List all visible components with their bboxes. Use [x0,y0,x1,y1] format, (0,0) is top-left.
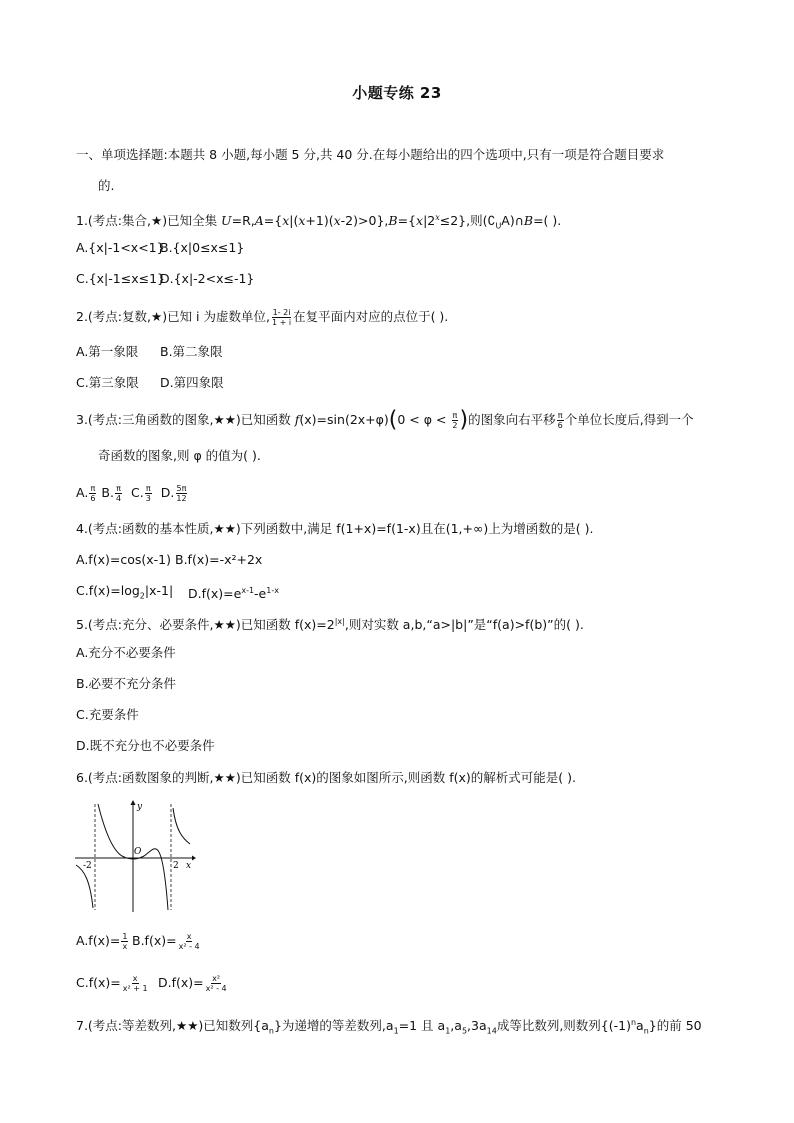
q1-option-d[interactable]: D.{x|-2<x≤-1} [160,271,255,286]
q6-option-b[interactable]: B.f(x)= $\frac{x}{\text{x² - 4}}$ [132,932,200,951]
q4-option-b[interactable]: B.f(x)=-x²+2x [175,552,263,567]
x-axis-arrow [192,856,196,861]
q6-option-a[interactable]: A.f(x)= $\frac{1}{x}$ [76,932,128,951]
q1-option-b[interactable]: B.{x|0≤x≤1} [160,240,245,255]
q6-option-d[interactable]: D.f(x)= $\frac{\text{x²}}{\text{x² - 4}}$ [158,974,227,993]
graph-label-x: x [186,861,192,871]
q3-option-c[interactable]: C. $\frac{\pi}{3}$ [131,484,151,503]
page-title: 小题专练 23 [352,84,442,102]
q5-option-d[interactable]: D.既不充分也不必要条件 [76,738,215,753]
graph-label-neg2: -2 [83,861,92,871]
q5-option-a[interactable]: A.充分不必要条件 [76,645,176,660]
y-axis-arrow [131,800,136,805]
question-1: 1.(考点:集合,★)已知全集 $U=R,A=\{x|(x+1)(x-2)>0\},B=\{x|2^x\le 2\}$,则$(∁_UA)\cap B=$( ). [76,213,562,231]
q5-option-c[interactable]: C.充要条件 [76,707,139,722]
section-heading: 一、单项选择题:本题共 8 小题,每小题 5 分,共 40 分.在每小题给出的四个选项中,只有一项是符合题目要求 [76,147,665,162]
q2-option-c[interactable]: C.第三象限 [76,375,139,390]
q1-option-a[interactable]: A.{x|-1<x<1} [76,240,165,255]
section-heading-cont: 的. [98,178,115,193]
q3-option-a[interactable]: A. $\frac{\pi}{6}$ [76,484,96,503]
curve-right-branch [173,808,190,844]
q6-option-c[interactable]: C.f(x)= $\frac{x}{\text{x² + 1}}$ [76,974,148,993]
question-2: 2.(考点:复数,★)已知 i 为虚数单位, $\frac{1- 2i}{1 + i}$ 在复平面内对应的点位于( ). [76,308,449,327]
graph-label-origin: O [134,847,142,857]
q1-option-c[interactable]: C.{x|-1≤x≤1} [76,271,165,286]
q4-option-a[interactable]: A.f(x)=cos(x-1) [76,552,171,567]
q3-option-d[interactable]: D. $\frac{5\pi}{12}$ [160,484,187,503]
question-4: 4.(考点:函数的基本性质,★★)下列函数中,满足 f(1+x)=f(1-x)且在(1,+∞)上为增函数的是( ). [76,521,594,536]
q3-options [76,484,189,503]
function-graph [72,798,196,914]
q5-option-b[interactable]: B.必要不充分条件 [76,676,177,691]
q4-option-d[interactable]: $D.f(x)=e^{x-1}-e^{1-x}$ [188,586,279,602]
question-7: 7.(考点:等差数列,★★)已知数列$\{a_n\}$为递增的等差数列$,a_1=1$ 且 $a_1,a_5,3a_{14}$成等比数列,则数列$\{(-1)^na_n\}$的前 50 [76,1018,702,1036]
q4-option-c[interactable]: $C.f(x)=\log_2|x-1|$ [76,583,174,601]
q2-option-a[interactable]: A.第一象限 [76,344,139,359]
q2-option-d[interactable]: D.第四象限 [160,375,224,390]
q3-option-b[interactable]: B. $\frac{\pi}{4}$ [101,484,122,503]
question-6: 6.(考点:函数图象的判断,★★)已知函数 f(x)的图象如图所示,则函数 f(x)的解析式可能是( ). [76,770,577,785]
question-3-cont: 奇函数的图象,则 φ 的值为( ). [98,448,261,463]
graph-label-y: y [137,802,143,812]
question-5: 5.(考点:充分、必要条件,★★)已知函数 $f(x)=2^{|x|}$,则对实数 a,b,“a>|b|”是“f(a)>f(b)”的( ). [76,617,584,633]
question-3: 3.(考点:三角函数的图象,★★)已知函数 f(x)=sin(2x+φ)(0 < φ < $\frac{\pi}{2}$ )的图象向右平移 $\frac{\pi}{6}$ 个单位长度后,得到一个 [76,407,694,433]
curve-left-branch [76,865,93,908]
graph-label-pos2: 2 [173,861,179,871]
q2-option-b[interactable]: B.第二象限 [160,344,223,359]
